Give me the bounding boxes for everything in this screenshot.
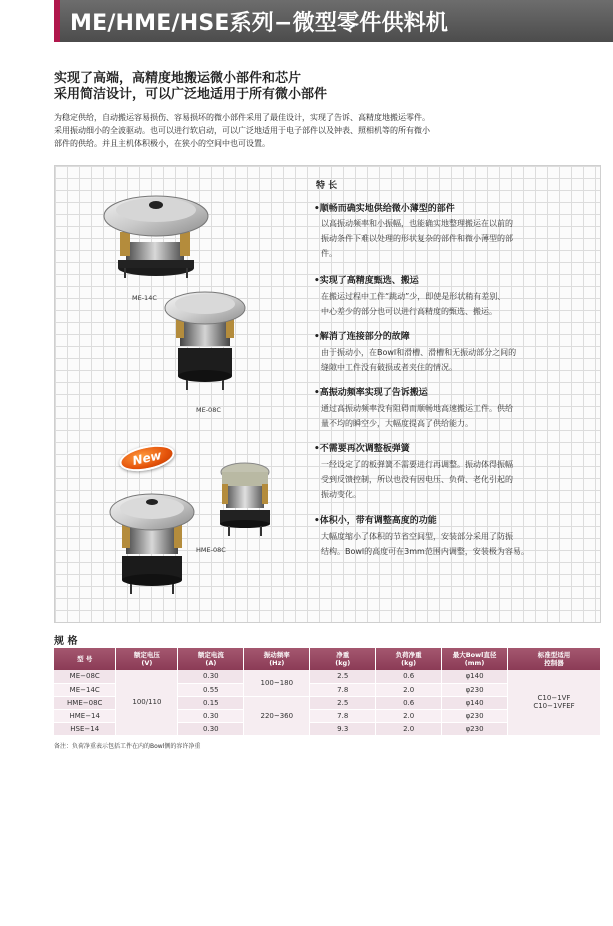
cell-current: 0.30	[178, 670, 244, 683]
cell-load: 0.6	[376, 696, 442, 709]
product-label-me14c: ME-14C	[132, 294, 157, 302]
feature-6-line-1: 大幅度缩小了体积的节省空间型，安装部分采用了防振	[321, 532, 513, 541]
header-load-weight: 负荷净重 (kg)	[376, 648, 442, 670]
cell-model: HME−08C	[54, 696, 116, 709]
feature-5-body	[321, 457, 583, 502]
header-frequency: 振动频率 (Hz)	[244, 648, 310, 670]
feature-4-heading: •高振动频率实现了告诉搬运	[314, 388, 428, 398]
cell-current: 0.15	[178, 696, 244, 709]
product-image-me14c	[100, 188, 212, 288]
product-image-me08c	[162, 286, 248, 392]
headline-line-1: 实现了高端，高精度地搬运微小部件和芯片	[54, 71, 302, 86]
cell-current: 0.55	[178, 683, 244, 696]
feature-6-heading: •体积小，带有调整高度的功能	[314, 516, 437, 526]
feature-1-line-3: 件。	[321, 249, 337, 258]
cell-weight: 7.8	[310, 709, 376, 722]
feature-4-body	[321, 401, 583, 431]
header-weight: 净重 (kg)	[310, 648, 376, 670]
cell-bowl: φ140	[442, 670, 508, 683]
cell-load: 2.0	[376, 709, 442, 722]
cell-frequency-a: 100~180	[244, 670, 310, 696]
feature-1-line-2: 振动条件下难以处理的形状复杂的部件和微小薄型的部	[321, 234, 513, 243]
cell-current: 0.30	[178, 722, 244, 735]
controller-2: C10−1VFEF	[533, 702, 575, 711]
controller-1: C10−1VF	[537, 694, 571, 703]
page-title: ME/HME/HSE系列−微型零件供料机	[70, 11, 449, 36]
feature-1-body	[321, 216, 583, 261]
headline-line-2: 采用简洁设计，可以广泛地适用于所有微小部件	[54, 87, 328, 102]
cell-bowl: φ230	[442, 722, 508, 735]
header-voltage: 额定电压 (V)	[116, 648, 178, 670]
new-badge-label: New	[131, 448, 163, 468]
spec-note: 备注：负荷净重表示包括工件在内的Bowl侧的容许净重	[54, 743, 201, 750]
feature-3-body	[321, 345, 583, 375]
cell-load: 2.0	[376, 683, 442, 696]
feature-6-line-2: 结构。Bowl的高度可在3mm范围内调整，安装极为容易。	[321, 547, 529, 556]
cell-voltage: 100/110	[116, 670, 178, 735]
header-bowl-diameter: 最大Bowl直径 (mm)	[442, 648, 508, 670]
feature-1-heading: •顺畅而确实地供给微小薄型的部件	[314, 204, 455, 214]
product-label-hme08c: HME-08C	[196, 546, 226, 554]
cell-weight: 2.5	[310, 670, 376, 683]
cell-bowl: φ230	[442, 709, 508, 722]
spec-table	[54, 648, 601, 736]
feature-5-line-2: 受到反馈控制，所以也没有因电压、负荷、老化引起的	[321, 475, 513, 484]
feature-4-line-2: 量不均的瞬空少，大幅度提高了供给能力。	[321, 419, 473, 428]
banner-accent-bar	[54, 0, 60, 42]
cell-load: 2.0	[376, 722, 442, 735]
cell-weight: 9.3	[310, 722, 376, 735]
feature-2-body	[321, 289, 583, 319]
intro-line-3: 部件的供给。并且主机体积极小，在狭小的空间中也可设置。	[54, 139, 270, 148]
spec-title: 规 格	[54, 636, 78, 647]
feature-2-line-1: 在搬运过程中工件“跳动”少，即使是形状稍有差别、	[321, 292, 506, 301]
header-current: 额定电流 (A)	[178, 648, 244, 670]
cell-frequency-b: 220~360	[244, 696, 310, 735]
cell-model: HSE−14	[54, 722, 116, 735]
feature-5-line-1: 一经设定了的板弹簧不需要进行再调整。振动体得振幅	[321, 460, 513, 469]
cell-bowl: φ230	[442, 683, 508, 696]
product-label-me08c: ME-08C	[196, 406, 221, 414]
feature-5-heading: •不需要再次调整板弹簧	[314, 444, 410, 454]
cell-model: ME−08C	[54, 670, 116, 683]
cell-load: 0.6	[376, 670, 442, 683]
feature-5-line-3: 振动变化。	[321, 490, 361, 499]
intro-line-2: 采用振动细小的全波驱动。也可以进行软启动，可以广泛地适用于电子部件以及钟表、照相机等的所有微小	[54, 126, 430, 135]
feature-3-heading: •解消了连接部分的故障	[314, 332, 410, 342]
feature-2-heading: •实现了高精度甄选、搬运	[314, 276, 419, 286]
product-image-hme14	[108, 488, 196, 598]
feature-3-line-1: 由于振动小，在Bowl和滑槽、滑槽和无振动部分之间的	[321, 348, 517, 357]
cell-model: ME−14C	[54, 683, 116, 696]
header-controller: 标准型适用 控制器	[508, 648, 601, 670]
feature-3-line-2: 缝隙中工件没有破损或者夹住的情况。	[321, 363, 457, 372]
spec-header-row	[54, 648, 601, 670]
table-row	[54, 670, 601, 683]
feature-1-line-1: 以高振动频率和小振幅，也能确实地整理搬运在以前的	[321, 219, 513, 228]
cell-model: HME−14	[54, 709, 116, 722]
cell-weight: 7.8	[310, 683, 376, 696]
feature-4-line-1: 通过高振动频率没有阻碍而顺畅地高速搬运工件。供给	[321, 404, 513, 413]
cell-bowl: φ140	[442, 696, 508, 709]
cell-controller	[508, 670, 601, 735]
product-image-hme08c	[214, 460, 276, 538]
intro-line-1: 为稳定供给，自动搬运容易损伤、容易损坏的微小部件采用了最佳设计，实现了告诉、高精度地搬运零件。	[54, 113, 430, 122]
cell-weight: 2.5	[310, 696, 376, 709]
header-model: 型 号	[54, 648, 116, 670]
features-title: 特 长	[316, 181, 338, 191]
cell-current: 0.30	[178, 709, 244, 722]
feature-6-body	[321, 529, 583, 559]
feature-2-line-2: 中心差少的部分也可以进行高精度的甄选、搬运。	[321, 307, 497, 316]
